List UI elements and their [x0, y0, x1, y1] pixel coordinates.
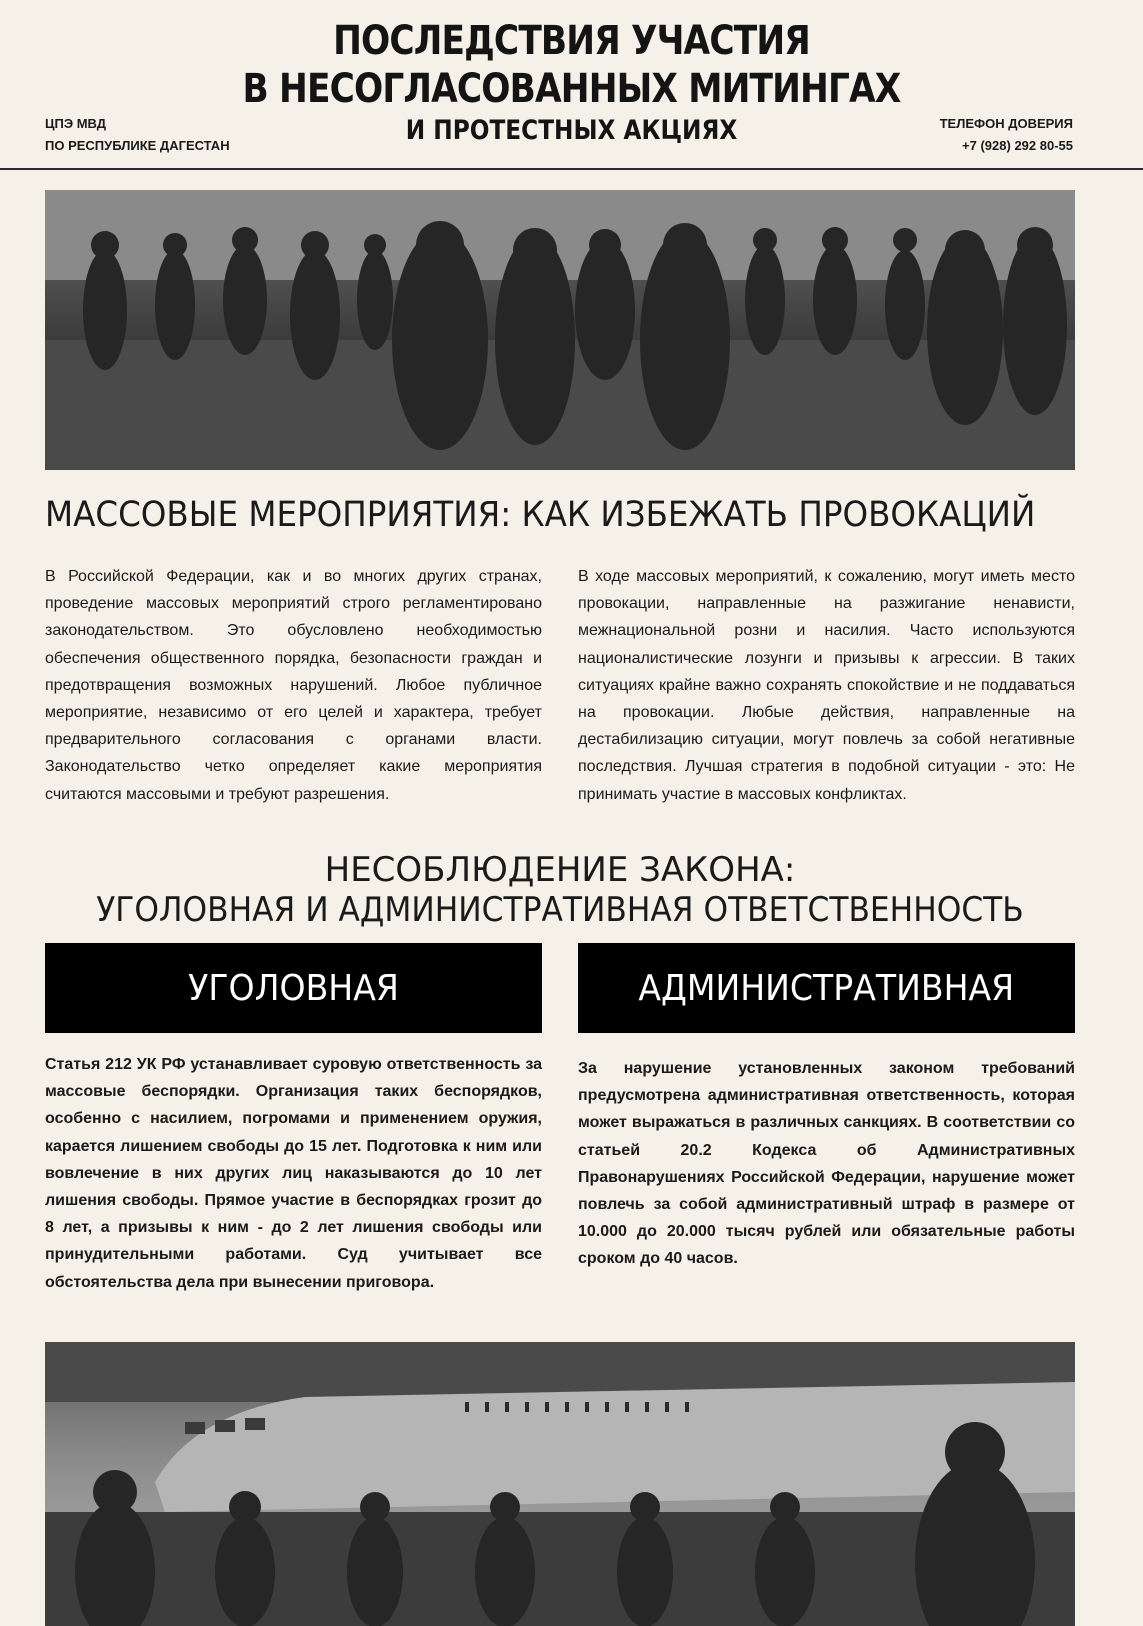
- criminal-label-box: [45, 943, 542, 1033]
- admin-label: АДМИНИСТРАТИВНАЯ: [638, 967, 1015, 1009]
- title-line-3: И ПРОТЕСТНЫХ АКЦИЯХ: [405, 115, 738, 146]
- section-heading-law-line-1: НЕСОБЛЮДЕНИЕ ЗАКОНА:: [324, 850, 796, 890]
- header: [0, 0, 1143, 170]
- header-divider: [0, 168, 1143, 170]
- section-heading-law-line-2: УГОЛОВНАЯ И АДМИНИСТРАТИВНАЯ ОТВЕТСТВЕННОСТЬ: [96, 890, 1024, 930]
- criminal-label: УГОЛОВНАЯ: [188, 967, 399, 1009]
- phone-label: ТЕЛЕФОН ДОВЕРИЯ: [939, 116, 1073, 131]
- section1-left-text: В Российской Федерации, как и во многих других странах, проведение массовых мероприятий строго регламентировано законодательством. Это обусловлено необходимостью обеспечения общественного порядка, безопасности граждан и предотвращения возможных нарушений. Любое публичное мероприятие, независимо от его целей и характера, требует предварительного согласования с органами власти. Законодательство четко определяет какие мероприятия считаются массовыми и требуют разрешения.: [45, 568, 542, 803]
- title-line-1: ПОСЛЕДСТВИЯ УЧАСТИЯ: [333, 18, 810, 64]
- admin-text: [578, 1055, 1075, 1273]
- title-line-2: В НЕСОГЛАСОВАННЫХ МИТИНГАХ: [242, 66, 901, 112]
- admin-label-box: [578, 943, 1075, 1033]
- admin-text-part-2: , нарушение может повлечь за собой административный штраф в размере от 10.000 до 20.000 тысяч рублей или обязательные работы сроком до 40 часов.: [578, 1168, 1075, 1268]
- phone-block: [940, 113, 1073, 157]
- section-heading-provocations: МАССОВЫЕ МЕРОПРИЯТИЯ: КАК ИЗБЕЖАТЬ ПРОВОКАЦИЙ: [45, 495, 1036, 535]
- admin-text-part-1: За нарушение установленных законом требований предусмотрена административная ответственность, которая может выражаться в различных санкциях. В соответствии со: [578, 1060, 1075, 1132]
- airport-crowd-photo: [45, 1342, 1075, 1626]
- admin-text-article: статьей 20.2 Кодекса об Административных Правонарушениях Российской Федерации: [578, 1141, 1075, 1186]
- criminal-text: Статья 212 УК РФ устанавливает суровую ответственность за массовые беспорядки. Организация таких беспорядков, особенно с насилием, погромами и применением оружия, карается лишением свободы до 15 лет. Подготовка к ним или вовлечение в них других лиц наказываются до 10 лет лишения свободы. Прямое участие в беспорядках грозит до 8 лет, а призывы к ним - до 2 лет лишения свободы или принудительными работами. Суд учитывает все обстоятельства дела при вынесении приговора.: [45, 1056, 542, 1291]
- org-block: [45, 113, 230, 157]
- org-line-2: ПО РЕСПУБЛИКЕ ДАГЕСТАН: [45, 138, 230, 153]
- section1-right-text: В ходе массовых мероприятий, к сожалению, могут иметь место провокации, направленные на разжигание ненависти, межнациональной розни и насилия. Часто используются националистические лозунги и призывы к агрессии. В таких ситуациях крайне важно сохранять спокойствие и не поддаваться на провокации. Любые действия, направленные на дестабилизацию ситуации, могут повлечь за собой негативные последствия. Лучшая стратегия в подобной ситуации - это: Не принимать участие в массовых конфликтах.: [578, 568, 1075, 803]
- crowd-photo: [45, 190, 1075, 470]
- phone-number: +7 (928) 292 80-55: [962, 138, 1073, 153]
- org-line-1: ЦПЭ МВД: [45, 116, 107, 131]
